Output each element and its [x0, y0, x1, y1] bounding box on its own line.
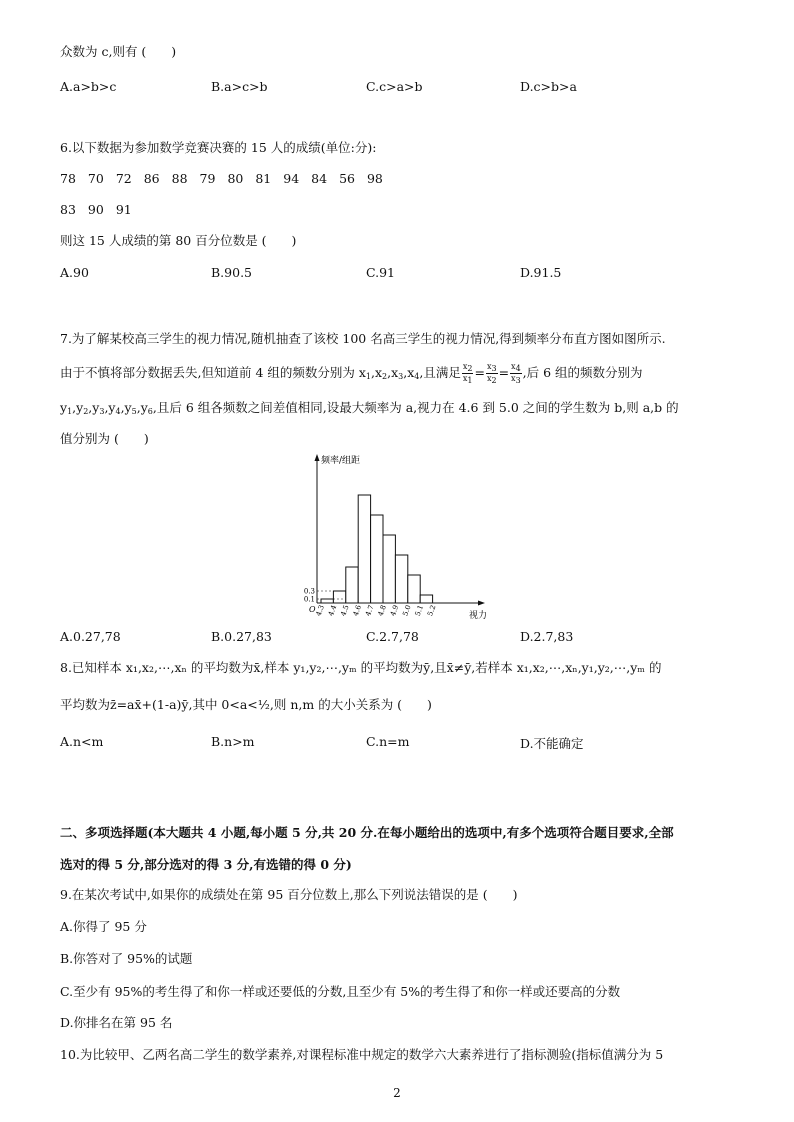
q7-line-1: 7.为了解某校高三学生的视力情况,随机抽查了该校 100 名高三学生的视力情况,得到频率分布直方图如图所示. — [60, 331, 666, 346]
histogram-bar — [346, 567, 358, 603]
y-tick-label: 0.3 — [303, 587, 315, 596]
q9-option-b: B.你答对了 95%的试题 — [60, 951, 193, 966]
y-tick-label: 0.1 — [303, 595, 315, 604]
origin-label: O — [309, 605, 316, 614]
x-tick-label: 5.2 — [426, 603, 438, 618]
q6-value: 56 — [339, 171, 355, 186]
q7-option-c: C.2.7,78 — [366, 629, 419, 644]
q6-option-b: B.90.5 — [211, 265, 252, 280]
histogram-bar — [321, 599, 333, 603]
q5-option-a: A.a>b>c — [60, 79, 117, 94]
q6-value: 78 — [60, 171, 76, 186]
fraction: $\frac{x_4}{x_3}$ — [511, 362, 521, 385]
q6-option-c: C.91 — [366, 265, 395, 280]
q7-option-b: B.0.27,83 — [211, 629, 272, 644]
q6-value: 79 — [199, 171, 216, 186]
histogram-bar — [420, 595, 432, 603]
q6-option-d: D.91.5 — [520, 265, 562, 280]
section-2-heading-line-2: 选对的得 5 分,部分选对的得 3 分,有选错的得 0 分) — [60, 857, 352, 872]
x-tick-label: 4.8 — [376, 603, 388, 618]
q6-value: 84 — [311, 171, 328, 186]
y-axis-label: 频率/组距 — [321, 456, 361, 466]
histogram-bar — [383, 535, 395, 603]
fraction: $\frac{x_3}{x_2}$ — [486, 362, 497, 385]
q6-value: 81 — [255, 171, 272, 186]
x-tick-label: 4.6 — [351, 603, 364, 618]
histogram-bar — [358, 495, 370, 603]
q6-value: 88 — [171, 171, 188, 186]
histogram-bar — [371, 515, 383, 603]
q6-value: 91 — [115, 202, 132, 217]
frequency-histogram — [295, 452, 505, 622]
q6-value: 80 — [227, 171, 244, 186]
q8-option-a: A.n<m — [60, 734, 104, 749]
x-axis-arrow — [478, 601, 485, 606]
q7-line-2: 由于不慎将部分数据丢失,但知道前 4 组的频数分别为 $x_1,x_2,x_3,x_4$,且满足 $\frac{x_2}{x_1}$ = $\frac{x_3}{x_2}$ = $\frac{x_4}{x_3}$ ,后 6 组的频数分别为 — [60, 362, 643, 385]
q6-stem: 6.以下数据为参加数学竞赛决赛的 15 人的成绩(单位:分): — [60, 140, 377, 155]
x-tick-label: 4.4 — [326, 603, 339, 618]
x-tick-label: 5.0 — [401, 603, 413, 618]
x-tick-label: 4.5 — [339, 603, 351, 618]
x-tick-label: 4.9 — [388, 603, 401, 618]
q8-line-2: 平均数为z̄=ax̄+(1-a)ȳ,其中 0<a<½,则 n,m 的大小关系为 ( ) — [60, 697, 432, 712]
q8-line-1: 8.已知样本 x₁,x₂,⋯,xₙ 的平均数为x̄,样本 y₁,y₂,⋯,yₘ 的平均数为ȳ,且x̄≠ȳ,若样本 x₁,x₂,⋯,xₙ,y₁,y₂,⋯,yₘ 的 — [60, 660, 662, 675]
y-axis-arrow — [315, 454, 320, 461]
histogram-bar — [333, 591, 345, 603]
q6-value: 86 — [143, 171, 160, 186]
q5-option-c: C.c>a>b — [366, 79, 423, 94]
q5-stem-tail: 众数为 c,则有 ( ) — [60, 44, 177, 59]
q7-option-a: A.0.27,78 — [60, 629, 121, 644]
q7-line-4: 值分别为 ( ) — [60, 431, 149, 446]
q6-value: 72 — [115, 171, 132, 186]
q9-option-a: A.你得了 95 分 — [60, 919, 147, 934]
q6-data-row-2 — [60, 201, 144, 219]
q10-stem: 10.为比较甲、乙两名高二学生的数学素养,对课程标准中规定的数学六大素养进行了指标测验(指标值满分为 5 — [60, 1047, 664, 1062]
q7-line-2-text: ,后 6 组的频数分别为 — [522, 365, 643, 380]
q7-option-d: D.2.7,83 — [520, 629, 574, 644]
q8-option-b: B.n>m — [211, 734, 255, 749]
histogram-bar — [395, 555, 407, 603]
q6-option-a: A.90 — [60, 265, 89, 280]
q9-option-d: D.你排名在第 95 名 — [60, 1015, 173, 1030]
q7-line-3: $y_1,y_2,y_3,y_4,y_5,y_6$,且后 6 组各频数之间差值相同,设最大频率为 a,视力在 4.6 到 5.0 之间的学生数为 b,则 a,b 的 — [60, 400, 679, 416]
histogram-bar — [408, 575, 420, 603]
q8-option-d: D.不能确定 — [520, 736, 584, 751]
q7-line-3-text: 且后 6 组各频数之间差值相同,设最大频率为 a,视力在 4.6 到 5.0 之间的学生数为 b,则 a,b 的 — [156, 400, 679, 415]
q6-value: 90 — [87, 202, 104, 217]
q6-data-row-1 — [60, 170, 395, 188]
q6-value: 94 — [283, 171, 300, 186]
x-tick-label: 4.7 — [364, 603, 376, 618]
q9-option-c: C.至少有 95%的考生得了和你一样或还要低的分数,且至少有 5%的考生得了和你一样或还要高的分数 — [60, 984, 621, 999]
x-tick-label: 4.3 — [314, 603, 326, 618]
x-axis-label: 视力 — [469, 611, 488, 621]
q5-option-d: D.c>b>a — [520, 79, 577, 94]
q8-option-c: C.n=m — [366, 734, 410, 749]
q9-stem: 9.在某次考试中,如果你的成绩处在第 95 百分位数上,那么下列说法错误的是 ( ) — [60, 887, 518, 902]
q6-value: 70 — [87, 171, 104, 186]
x-tick-label: 5.1 — [413, 603, 426, 618]
q6-value: 98 — [366, 171, 383, 186]
q7-line-2-text: ,且满足 — [419, 365, 461, 380]
q6-value: 83 — [60, 202, 76, 217]
q5-option-b: B.a>c>b — [211, 79, 268, 94]
q7-line-2-text: 由于不慎将部分数据丢失,但知道前 4 组的频数分别为 x — [60, 365, 366, 380]
page-number: 2 — [393, 1086, 401, 1100]
fraction: $\frac{x_2}{x_1}$ — [462, 362, 473, 385]
q6-question: 则这 15 人成绩的第 80 百分位数是 ( ) — [60, 233, 297, 248]
section-2-heading-line-1: 二、多项选择题(本大题共 4 小题,每小题 5 分,共 20 分.在每小题给出的选项中,有多个选项符合题目要求,全部 — [60, 825, 674, 840]
